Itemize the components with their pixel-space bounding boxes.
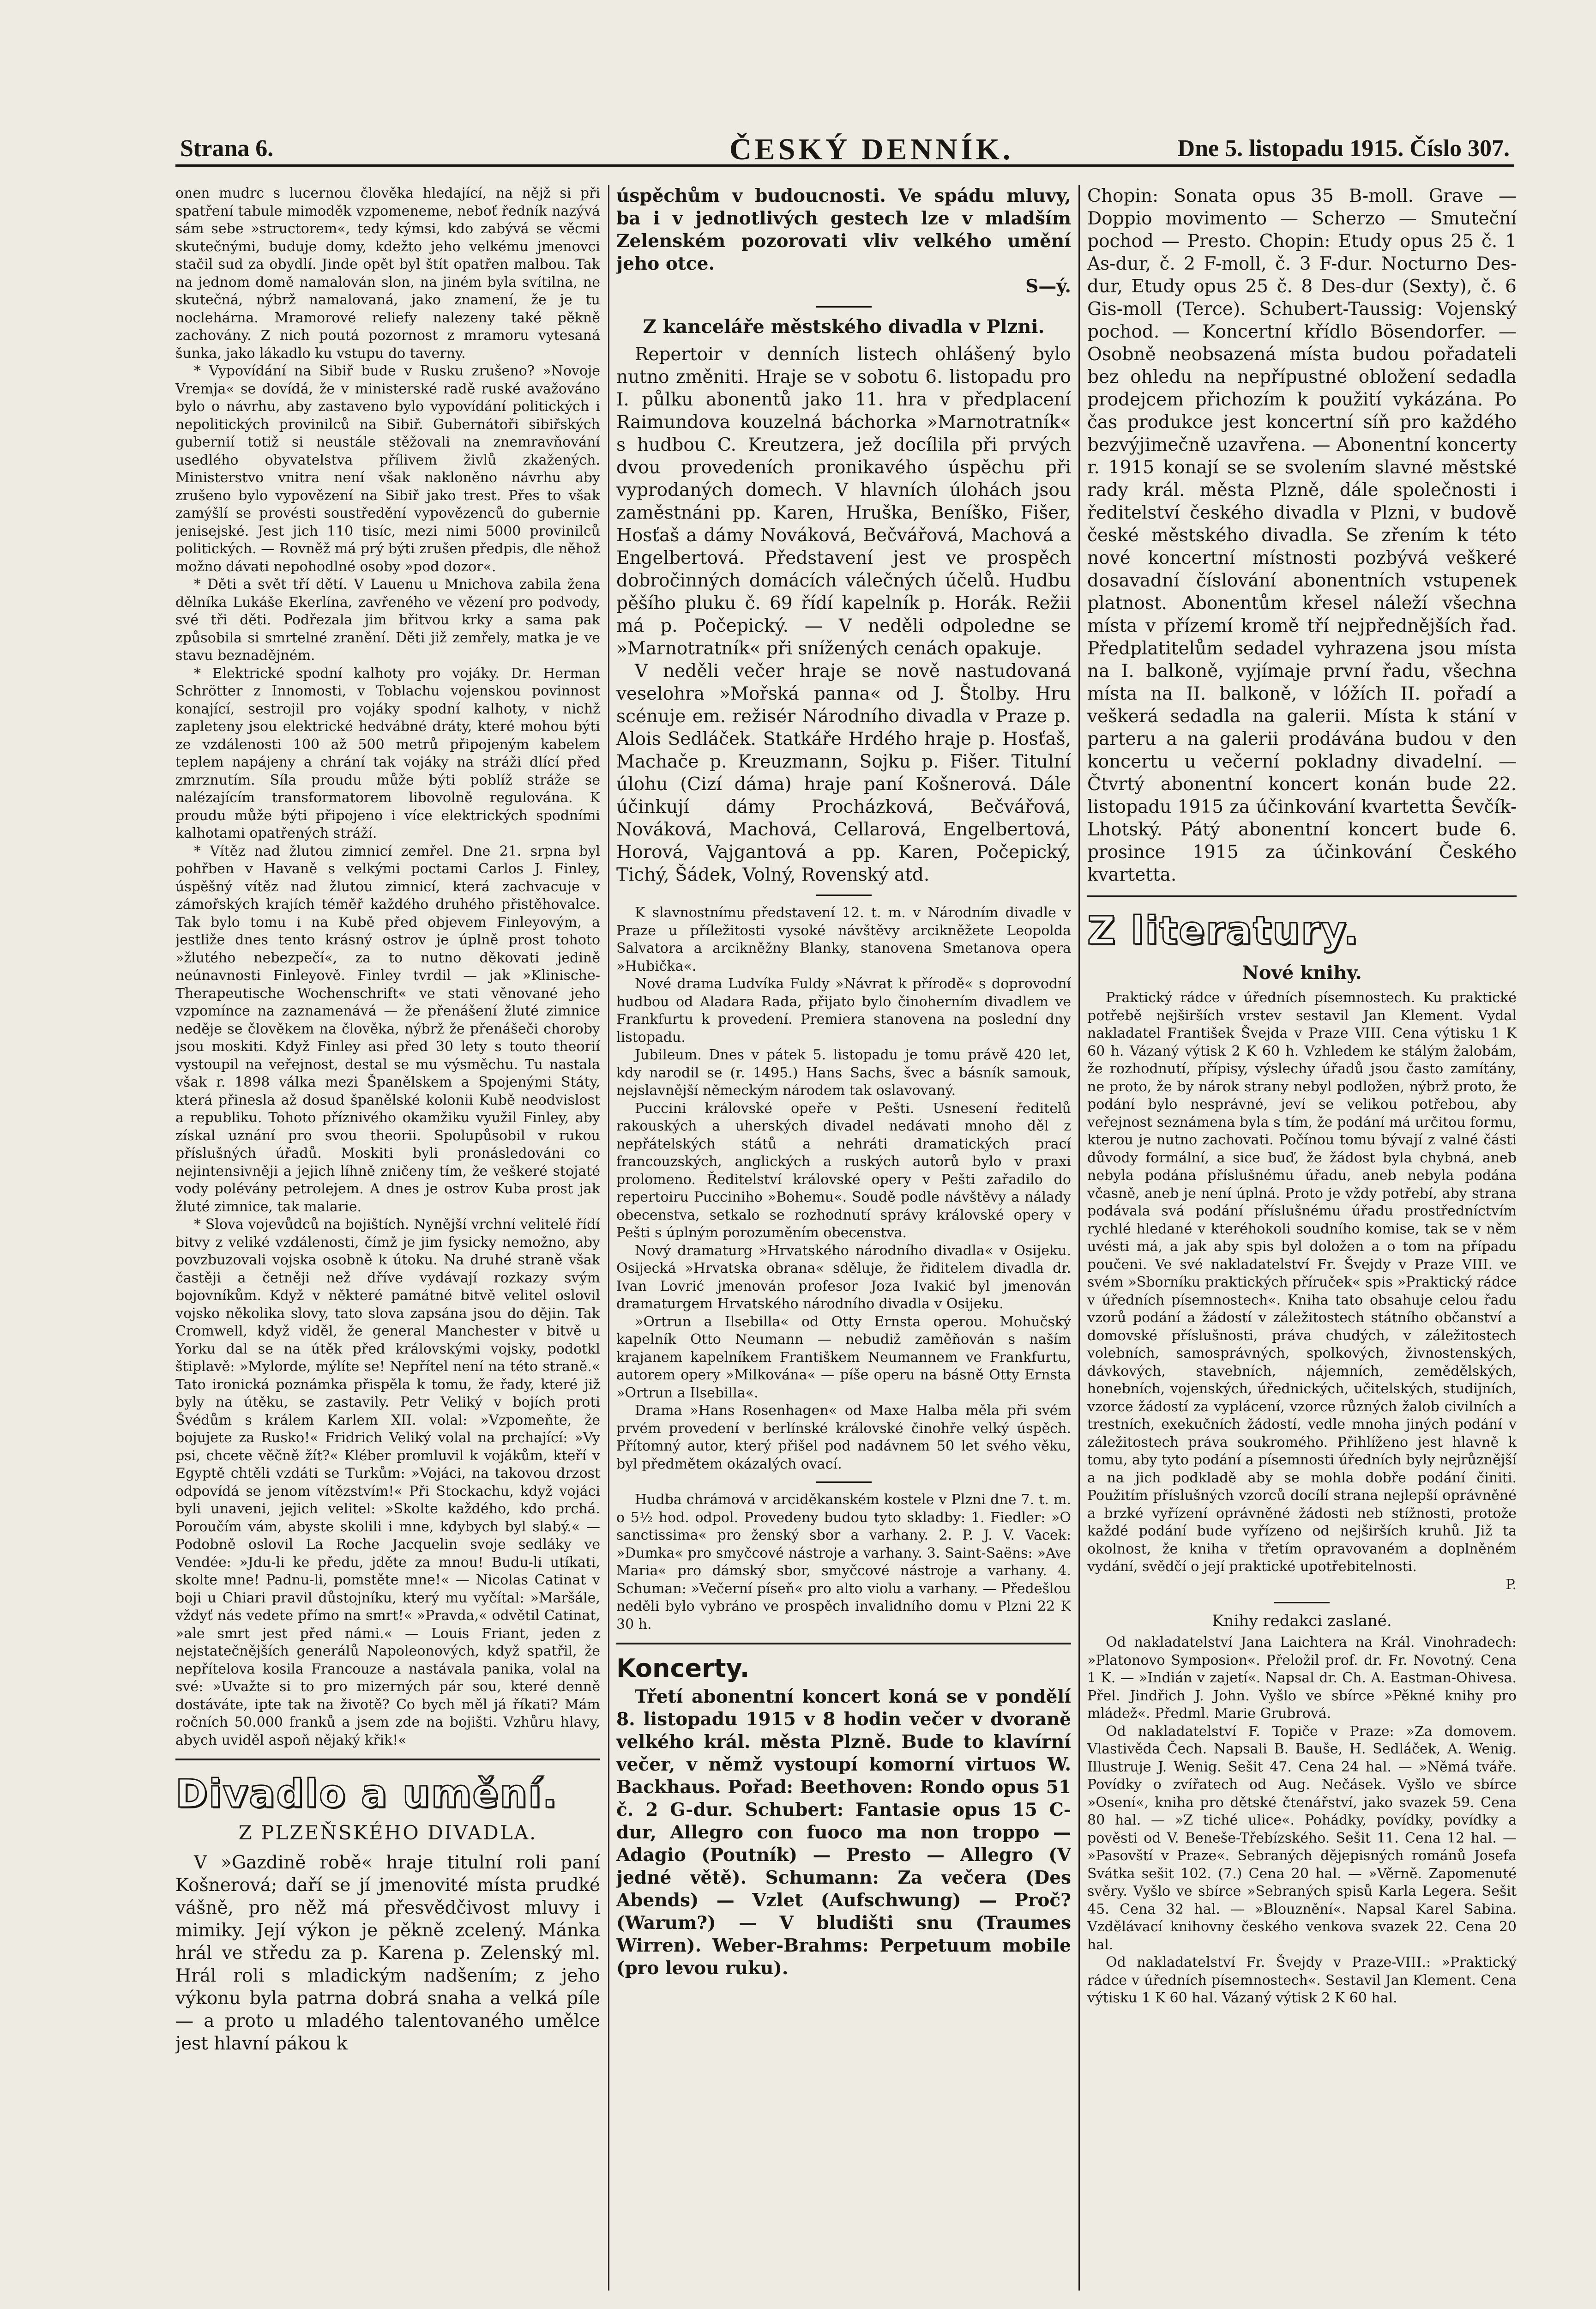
newspaper-title: ČESKÝ DENNÍK.: [729, 133, 1014, 166]
column-2: [616, 185, 1071, 2291]
note-item: Puccini královské opeře v Pešti. Usnesení ředitelů rakouských a uherských divadel nedávati mnoho děl z nepřátelských států a nehráti dramatických prací francouzských, anglických a ruských autorů bylo v praxi prolomeno. Ředitelství královské opery v Pešti zařadilo do repertoiru Pucciniho »Bohemu«. Soudě podle návštěvy a nálady obecenstva, setkalo se rozhodnutí správy královské opery v Pešti s úplným porozuměním obecenstva.: [616, 1100, 1071, 1241]
list-item: Od nakladatelství Jana Laichtera na Král. Vinohradech: »Platonovo Symposion«. Přeložil prof. dr. Fr. Novotný. Cena 1 K. — »Indián v zajetí«. Napsal dr. Ch. A. Eastman-Ohivesa. Přel. Jindřich J. John. Vyšlo ve sbírce »Pěkné knihy pro mládež«. Předml. Marie Grubrová.: [1087, 1634, 1517, 1722]
article-text: * Vítěz nad žlutou zimnicí zemřel. Dne 21. srpna byl pohřben v Havaně s velkými poctami Carlos J. Finley, úspěšný vítěz nad žlutou zimnicí, která zachvacuje v zámořských krajích téměř každého druhého přistěhovalce. Tak bylo tomu i na Kubě před objevem Finleyovým, a jestliže dnes tento krásný ostrov je úplně prost tohoto »žlutého nebezpečí«, za to nutno děkovati jedině neúnavnosti Finleyově. Finley tvrdil — jak »Klinische-Therapeutische Wochenschrift« ve stati věnované jeho vzpomínce na zaznamenává — že přenášení žluté zimnice neděje se člověkem na člověka, nýbrž že přenášeči choroby jsou moskiti. Když Finley asi před 30 lety s touto theorií vystoupil na veřejnost, destal se mu výsměchu. Tu nastala však r. 1898 válka mezi Španělskem a Spojenými Státy, která přinesla až dosud španělské kolonii Kubě neodvislost a republiku. Tohoto příznivého okamžiku využil Finley, aby získal uznání pro svou theorii. Spolupůsobil v rukou příslušných úřadů. Moskiti byli pronásledováni co nejintensivněji a jejich líhně zničeny tím, že veškeré stojaté vody polévány petrolejem. A dnes je ostrov Kuba prost jak žluté zimnice, tak malarie.: [175, 843, 600, 1215]
note-item: Jubileum. Dnes v pátek 5. listopadu je tomu právě 420 let, kdy narodil se (r. 1495.) Hans Sachs, švec a básník samouk, nejslavnější německým národem tak oslavovaný.: [616, 1047, 1071, 1099]
section-heading-concerts: Koncerty.: [616, 1654, 750, 1683]
issue-date: Dne 5. listopadu 1915. Číslo 307.: [1177, 135, 1510, 162]
note-item: »Ortrun a Ilsebilla« od Otty Ernsta operou. Mohučský kapelník Otto Neumann — nebudiž zaměňován s naším krajanem kapelníkem Františkem Neumannem ve Frankfurtu, autorem opery »Milkována« — píše operu na básně Otty Ernsta »Ortrun a Ilsebilla«.: [616, 1313, 1071, 1401]
article-text: úspěchům v budoucnosti. Ve spádu mluvy, ba i v jednotlivých gestech lze v mladším Zelenském pozorovati vliv velkého umění jeho otce.: [616, 185, 1071, 274]
column-rule: [1078, 185, 1080, 2291]
column-3: [1087, 185, 1517, 2291]
list-item: Od nakladatelství F. Topiče v Praze: »Za domovem. Vlastivěda Čech. Napsali B. Bauše, H. Sedláček, A. Wenig. Illustruje J. Wenig. Sešit 47. Cena 24 hal. — »Němá tváře. Povídky o zvířatech od Aug. Nečásek. Vyšlo ve sbírce »Osení«, kniha pro dětské čtenářství, jako svazek 59. Cena 80 hal. — »Z tiché ulice«. Pohádky, povídky, povídky a pověsti od V. Beneše-Třebízského. Sešit 11. Cena 12 hal. — »Pasovští v Praze«. Sebraných dějepisných románů Josefa Svátka sešit 102. (7.) Cena 20 hal. — »Věrně. Zapomenuté svěry. Vyšlo ve sbírce »Sebraných spisů Karla Legera. Sešit 45. Cena 32 hal. — »Blouznění«. Napsal Karel Sabina. Vzdělávací knihovny českého venkova svazek 22. Cena 20 hal.: [1087, 1723, 1517, 1953]
article-text: Třetí abonentní koncert koná se v pondělí 8. listopadu 1915 v 8 hodin večer v dvoraně velkého král. města Plzně. Bude to klavírní večer, v němž vystoupí komorní virtuos W. Backhaus. Pořad: Beethoven: Rondo opus 51 č. 2 G-dur. Schubert: Fantasie opus 15 C-dur, Allegro con fuoco ma non troppo — Adagio (Poutník) — Presto — Allegro (V jedné větě). Schumann: Za večera (Des Abends) — Vzlet (Aufschwung) — Proč? (Warum?) — V bludišti snu (Traumes Wirren). Weber-Brahms: Perpetuum mobile (pro levou ruku).: [616, 1686, 1071, 1979]
section-subheading: Nové knihy.: [1242, 962, 1362, 984]
section-heading-literature: Z literatury.: [1087, 908, 1360, 953]
column-rule: [608, 185, 609, 2291]
section-subheading: Z kanceláře městského divadla v Plzni.: [643, 316, 1045, 338]
concerts-text: [616, 1686, 1071, 1980]
article-text: * Elektrické spodní kalhoty pro vojáky. Dr. Herman Schrötter z Innomosti, v Toblachu vojenskou povinnost konající, sestrojil pro vojáky spodní kalhoty, v nichž zapleteny jsou elektrické hedvábné dráty, které mohou býti ze vzdálenosti 100 až 500 metrů připojeným kabelem teplem napájeny a chrání tak vojáky na stráži dlící před zmrznutím. Síla proudu může býti poblíž stráže se nalézajícím transformatorem libovolně regulována. K proudu může býti připojeno i více elektrických spodními kalhotami opatřených stráží.: [175, 665, 600, 841]
section-subheading: Knihy redakci zaslané.: [1212, 1612, 1392, 1630]
literature-text: [1087, 989, 1517, 1594]
author-sign: S—ý.: [1025, 276, 1071, 297]
office-text: [616, 343, 1071, 886]
article-text: * Děti a svět tří dětí. V Lauenu u Mnichova zabila žena dělníka Lukáše Ekerlína, zavřeného ve vězení pro podvody, své tři děti. Podřezala jim břitvou krky a sama pak způsobila si smrtelné zranění. Děti již zemřely, matka je ve stavu beznadějném.: [175, 576, 600, 664]
separator: [816, 895, 872, 896]
theatre-text: [175, 1851, 600, 2055]
note-item: Hudba chrámová v arciděkanském kostele v Plzni dne 7. t. m. o 5½ hod. odpol. Provedeny budou tyto skladby: 1. Fiedler: »O sanctissima« pro ženský sbor a varhany. 2. P. J. V. Vacek: »Dumka« pro smyčcové nástroje a varhany. 3. Saint-Saëns: »Ave Maria« pro dámský sbor, smyčcové nástroje a varhany. 4. Schuman: »Večerní píseň« pro alto violu a varhany. — Předešlou neděli bylo vybráno ve prospěch invalidního domu v Plzni 22 K 30 h.: [616, 1492, 1071, 1632]
article-text: * Vypovídání na Sibiř bude v Rusku zrušeno? »Novoje Vremja« se dovídá, že v ministerské radě ruské avažováno bylo o návrhu, aby zastaveno bylo vypovídání politických i nepolitických provinilců na Sibiř. Gubernátoři sibiřských gubernií totiž si neustále stěžovali na znemravňování usedlého obyvatelstva přílivem živlů zkažených. Ministerstvo vnitra není však nakloněno návrhu aby zrušeno bylo vypovězení na Sibiř jako trest. Přes to však zamýšlí se provésti soustředění vypovězenců do gubernie jenisejské. Jest jich 110 tisíc, mezi nimi 5000 provinilců politických. — Rovněž má prý býti zrušen předpis, dle něhož možno dávati nepohodlné osoby »pod dozor«.: [175, 363, 600, 575]
note-item: Nový dramaturg »Hrvatského národního divadla« v Osijeku. Osijecká »Hrvatska obrana« sděluje, že řiditelem divadla dr. Ivan Lovrić jmenován profesor Joza Ivakić byl jmenován dramaturgem Hrvatského národního divadla v Osijeku.: [616, 1242, 1071, 1312]
article-text: Repertoir v denních listech ohlášený bylo nutno změniti. Hraje se v sobotu 6. listopadu pro I. půlku abonentů jako 11. hra v předplacení Raimundova kouzelná báchorka »Marnotratník« s hudbou C. Kreutzera, jež docílila při prvých dvou provedeních pronikavého úspěchu při vyprodaných domech. V hlavních úlohách jsou zaměstnáni pp. Karen, Hruška, Beníško, Fišer, Hosťaš a dámy Nováková, Bečvářová, Machová a Engelbertová. Představení jest ve prospěch dobročinných domácích válečných účelů. Hudbu pěšího pluku č. 69 řídí kapelník p. Horák. Režii má p. Počepický. — V neděli odpoledne se »Marnotratník« při snížených cenách opakuje.: [616, 344, 1071, 659]
list-item: Od nakladatelství Fr. Švejdy v Praze-VIII.: »Praktický rádce v úředních písemnostech«. Sestavil Jan Klement. Cena výtisku 1 K 60 hal. Vázaný výtisk 2 K 60 hal.: [1087, 1954, 1517, 2006]
section-divider: [175, 1759, 600, 1760]
notes: [616, 904, 1071, 1633]
masthead: [175, 134, 1514, 167]
separator: [816, 1481, 872, 1483]
column-1: [175, 185, 600, 2291]
article-text: onen mudrc s lucernou člověka hledající, na nějž si při spatření tabule mimoděk vzpomeneme, neboť ředník nazývá sám sebe »structorem«, tedy kýmsi, kdo zabývá se věcmi skutečnými, buduje domy, kdežto jeho velkému jmenovci stačil sud za obydlí. Jinde opět byl štít opatřen malbou. Tak na jednom domě namalován slon, na jiném byla svítilna, ne skutečná, nýbrž namalovaná, jako znamení, že je tu noclehárna. Mramorové reliefy nalezeny také pěkně zachovány. Z nich poutá pozornost z mramoru vytesaná šunka, jako lákadlo ku vstupu do taverny.: [175, 185, 600, 362]
article-text: V »Gazdině robě« hraje titulní roli paní Košnerová; daří se jí jmenovité místa prudké vášně, pro něž má přesvědčivost mluvy i mimiky. Její výkon je pěkně zcelený. Mánka hrál ve středu za p. Karena p. Zelenský ml. Hrál roli s mladickým nadšením; z jeho výkonu byla patrna dobrá snaha a velká píle — a proto u mladého talentovaného umělce jest hlavní pákou k: [175, 1852, 600, 2054]
note-item: Drama »Hans Rosenhagen« od Maxe Halba měla při svém prvém provedení v berlínské královské činohře velký úspěch. Přítomný autor, který přišel pod nadávnem 50 let svého věku, byl předmětem okázalých ovací.: [616, 1402, 1071, 1472]
section-divider: [616, 1643, 1071, 1644]
section-heading-theatre: Divadlo a umění.: [175, 1771, 558, 1816]
article-text: V neděli večer hraje se nově nastudovaná veselohra »Mořská panna« od J. Štolby. Hru scénuje em. režisér Národního divadla v Praze p. Alois Sedláček. Statkáře Hrdého hraje p. Hosťaš, Machače p. Kreuzmann, Sojku p. Fišer. Titulní úlohu (Cizí dáma) hraje paní Košnerová. Dále účinkují dámy Procházková, Bečvářová, Nováková, Machová, Cellarová, Engelbertová, Horová, Vajgantová a pp. Karen, Počepický, Tichý, Šádek, Volný, Rovenský atd.: [616, 661, 1071, 885]
note-item: K slavnostnímu představení 12. t. m. v Národním divadle v Praze u příležitosti vysoké návštěvy arcikněžete Leopolda Salvatora a arcikněžny Blanky, stanovena Smetanova opera »Hubička«.: [616, 905, 1071, 974]
separator: [1274, 1602, 1330, 1603]
news-items: [175, 185, 600, 1749]
article-text: Chopin: Sonata opus 35 B-moll. Grave — Doppio movimento — Scherzo — Smuteční pochod — Presto. Chopin: Etudy opus 25 č. 1 As-dur, č. 2 F-moll, č. 3 F-dur. Nocturno Des-dur, Etudy opus 25 č. 8 Des-dur (Sexty), č. 6 Gis-moll (Terce). Schubert-Taussig: Vojenský pochod. — Koncertní křídlo Bösendorfer. — Osobně neobsazená místa budou pořadateli bez ohledu na nepřípustné obložení sedadla prodejcem přichozím k použití vykázána. Po čas produkce jest koncertní síň pro každého bezvýjimečně uzavřena. — Abonentní koncerty r. 1915 konají se se svolením slavné městské rady král. města Plzně, dále společnosti i ředitelství českého divadla v Plzni, v budově české městského divadla. Se zřením k této nové koncertní místnosti pozbývá veškeré dosavadní číslování abonentních vstupenek platnost. Abonentům křesel náleží všechna místa v přízemí kromě tří nejpřednějších řad. Předplatitelům sedadel vyhrazena jsou místa na I. balkoně, vyjímaje první řadu, všechna místa na II. balkoně, v lóžích II. pořadí a veškerá sedadla na galerii. Místa k stání v parteru a na galerii prodávána budou v den koncertu u večerní pokladny divadelní. — Čtvrtý abonentní koncert konán bude 22. listopadu 1915 za účinkování kvartetta Ševčík-Lhotský. Pátý abonentní koncert bude 6. prosince 1915 za účinkování Českého kvartetta.: [1087, 186, 1517, 885]
concert-program: [1087, 185, 1517, 886]
author-sign: P.: [1506, 1576, 1517, 1593]
section-subheading: Z PLZEŇSKÉHO DIVADLA.: [238, 1821, 537, 1844]
article-text: Praktický rádce v úředních písemnostech. Ku praktické potřebě nejširších vrstev sestavil Jan Klement. Vydal nakladatel František Švejda v Praze VIII. Cena výtisku 1 K 60 h. Vázaný výtisk 2 K 60 h. Vzhledem ke stálým žalobám, že rozhodnutí, přípisy, výslechy úřadů jsou často zamítány, ne proto, že by nárok strany nebyl podložen, nýbrž proto, že podání bylo nesprávné, jeví se velikou potřebou, aby veřejnost seznámena byla s tím, že podání má určitou formu, kterou je nutno zachovati. Počínou tomu bývají z valné části důvody formální, a sice buď, že žádost byla chybná, aneb nebyla podána příslušnému úřadu, aneb nebyla podána včasně, aneb je není úplná. Proto je vždy potřebí, aby strana podávala svá podání příslušnému úřadu prostředníctvím rychlé hledané v kteréhokoli soudního komise, tak se v něm uvésti má, a jak aby spis byl doložen a o tom na případu poučeni. Ve své nakladatelství Fr. Švejdy v Praze VIII. ve svém »Sborníku praktických příruček« spis »Praktický rádce v úředních písemnostech«. Kniha tato obsahuje celou řadu vzorů podání a žádostí v záležitostech státního občanství a domovské příslušnosti, práva chudých, v záležitostech volebních, samosprávných, spolkových, živnostenských, dávkových, stavebních, nájemních, zemědělských, honebních, vojenských, úřednických, učitelských, studijních, vzorce žádostí za vyplácení, vzorce různých žalob civilních a trestních, exekučních žádostí, vedle mnoha jiných podání v záležitostech práva soukromého. Přihlíženo jest hlavně k tomu, aby tyto podání a písemnosti úředních byly nejrůznější a na jich podkladě aby se mohla dobře podání činiti. Použitím příslušných vzorců docílí strana nejlepší oprávněné a brzké vyřízení oprávněné žádosti neb stížnosti, protože každé podání bude vyřízeno od nejširších kruhů. Již ta okolnost, že kniha v třetím opravovaném a doplněném vydání, svědčí o její praktické upotřebitelnosti.: [1087, 990, 1517, 1575]
separator: [816, 306, 872, 308]
books-list: [1087, 1634, 1517, 2007]
page-number: Strana 6.: [180, 135, 274, 162]
theatre-continued: [616, 185, 1071, 298]
section-divider: [1087, 895, 1517, 897]
article-text: * Slova vojevůdců na bojištích. Nynější vrchní velitelé řídí bitvy z veliké vzdálenosti, čímž je jim fysicky nemožno, aby povzbuzovali vojska osobně k útoku. Na druhé straně však častěji a četněji než dříve vydávají rozkazy svým bojovníkům. Když v některé památné bitvě velitel oslovil vojsko několika slovy, tato slova zapsána jsou do dějin. Tak Cromwell, když viděl, že general Manchester v bitvě u Yorku dal se na útěk před královskými vojsky, podotkl štiplavě: »Mylorde, mýlíte se! Nepřítel není na této straně.« Tato ironická poznámka přispěla k tomu, že řady, které již byly na útěku, se zastavily. Petr Veliký v bojích proti Švédům s králem Karlem XII. volal: »Vzpomeňte, že bojujete za Rusko!« Fridrich Veliký volal na prchající: »Vy psi, chcete věčně žít?« Kléber promluvil k vojákům, kteří v Egyptě chtěli vzdáti se Turkům: »Vojáci, na takovou drzost odpovídá se jenom vítězstvím!« Při Stockachu, když vojáci byli unaveni, jejich velitel: »Skolte každého, kdo prchá. Poroučím vám, abyste skolili i mne, kdybych byl slabý.« — Podobně oslovil La Roche Jacquelin svoje sedláky ve Vendée: »Jdu-li ke předu, jděte za mnou! Budu-li utíkati, skolte mne! Padnu-li, pomstěte mne!« — Nicolas Catinat v boji u Chiari pravil důstojníku, který mu vyčítal: »Maršále, vždyť nás vedete přímo na smrt!« »Pravda,« odvětil Catinat, »ale smrt jest před námi.« — Louis Friant, jeden z nejstatečnějších generálů Napoleonových, když spatřil, že nepřítelova kosila Francouze a nastávala panika, volal na své: »Uvažte si to pro mizerných pár sou, které denně dostáváte, ipte tak na životě? Co bych měl já říkati? Mám ročních 50.000 franků a jsem zde na bojišti. Vzhůru hlavy, abych uviděl aspoň nějaký křik!«: [175, 1216, 600, 1748]
note-item: Nové drama Ludvíka Fuldy »Návrat k přírodě« s doprovodní hudbou od Aladara Rada, přijato bylo činoherním divadlem ve Frankfurtu k provedení. Premiera stanovena na poslední dny listopadu.: [616, 976, 1071, 1046]
